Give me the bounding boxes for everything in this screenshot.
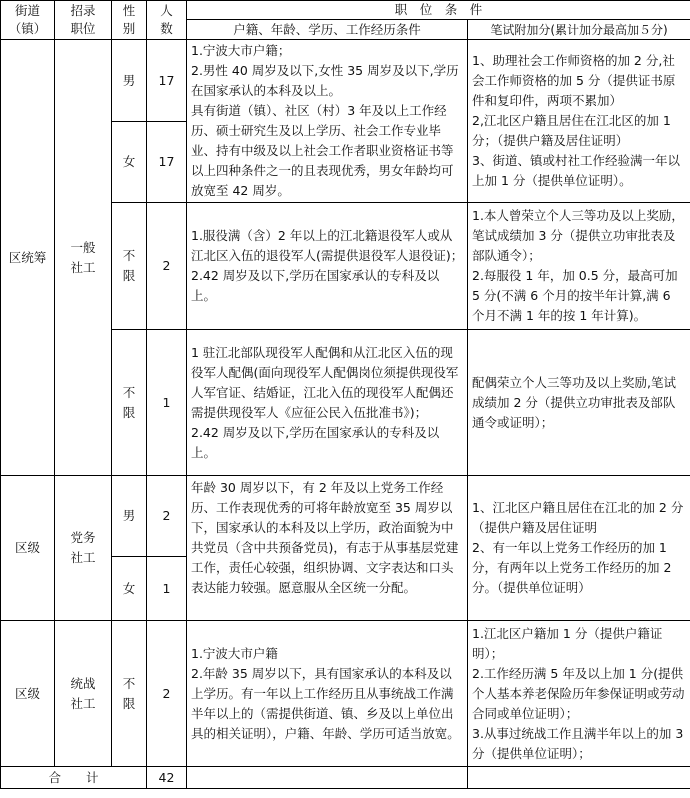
total-empty-cell xyxy=(468,767,690,789)
cell-street-level: 区级 xyxy=(1,621,55,767)
cell-gender-any: 不 限 xyxy=(112,621,147,767)
cell-count: 2 xyxy=(147,203,187,330)
cell-count: 2 xyxy=(147,621,187,767)
cell-gender-male: 男 xyxy=(112,40,147,122)
cell-basic-conditions: 1 驻江北部队现役军人配偶和从江北区入伍的现役军人配偶(面向现役军人配偶岗位须提供现役军人军官证、结婚证，江北入伍的现役军人配偶还需提供现役军人《应征公民入伍批准书》)； 2.42 周岁及以下,学历在国家承认的专科及以上。 xyxy=(187,330,468,476)
cell-gender-any: 不 限 xyxy=(112,203,147,330)
cell-street-level: 区级 xyxy=(1,476,55,621)
header-conditions: 职 位 条 件 xyxy=(187,1,690,20)
cell-basic-conditions: 1.宁波大市户籍 2.年龄 35 周岁以下，具有国家承认的本科及以上学历。有一年以上工作经历且从事统战工作满半年以上的（需提供街道、镇、乡及以上单位出具的相关证明），户籍、年龄、学历可适当放宽。 xyxy=(187,621,468,767)
header-count: 人 数 xyxy=(147,1,187,40)
cell-gender-female: 女 xyxy=(112,557,147,621)
cell-position-general: 一般 社工 xyxy=(55,40,112,476)
cell-gender-any: 不 限 xyxy=(112,330,147,476)
cell-count: 17 xyxy=(147,40,187,122)
cell-count: 17 xyxy=(147,122,187,203)
cell-street-district: 区统筹 xyxy=(1,40,55,476)
cell-position-united-front: 统战 社工 xyxy=(55,621,112,767)
cell-count: 1 xyxy=(147,330,187,476)
cell-basic-conditions: 1.服役满（含）2 年以上的江北籍退役军人或从江北区入伍的退役军人(需提供退役军人退役证)； 2.42 周岁及以下,学历在国家承认的专科及以上。 xyxy=(187,203,468,330)
cell-count: 1 xyxy=(147,557,187,621)
header-street: 街道 （镇） xyxy=(1,1,55,40)
header-basic: 户籍、年龄、学历、工作经历条件 xyxy=(187,20,468,40)
total-label: 合 计 xyxy=(1,767,147,789)
cell-count: 2 xyxy=(147,476,187,557)
cell-basic-conditions: 年龄 30 周岁以下，有 2 年及以上党务工作经历、工作表现优秀的可将年龄放宽至 35 周岁以下，国家承认的本科及以上学历，政治面貌为中共党员（含中共预备党员)，有志于从事基层党建工作，责任心较强，组织协调、文字表达和口头表达能力较强。愿意服从全区统一分配。 xyxy=(187,476,468,621)
total-count: 42 xyxy=(147,767,187,789)
cell-bonus-conditions: 配偶荣立个人三等功及以上奖励,笔试成绩加 2 分（提供立功审批表及部队通令或证明）； xyxy=(468,330,690,476)
header-position: 招录 职位 xyxy=(55,1,112,40)
cell-bonus-conditions: 1.江北区户籍加 1 分（提供户籍证明）； 2.工作经历满 5 年及以上加 1 分(提供个人基本养老保险历年参保证明或劳动合同或单位证明）； 3.从事过统战工作且满半年以上的加 3 分（提供单位证明）； xyxy=(468,621,690,767)
cell-gender-female: 女 xyxy=(112,122,147,203)
header-gender: 性 别 xyxy=(112,1,147,40)
cell-gender-male: 男 xyxy=(112,476,147,557)
cell-bonus-conditions: 1、助理社会工作师资格的加 2 分,社会工作师资格的加 5 分（提供证书原件和复印件，两项不累加） 2,江北区户籍且居住在江北区的加 1 分；（提供户籍及居住证明） 3、街道、镇或村社工作经验满一年以上加 1 分（提供单位证明）。 xyxy=(468,40,690,203)
cell-bonus-conditions: 1.本人曾荣立个人三等功及以上奖励，笔试成绩加 3 分（提供立功审批表及部队通令）； 2.每服役 1 年，加 0.5 分，最高可加 5 分(不满 6 个月的按半年计算,满 6 个月不满 1 年的按 1 年计算)。 xyxy=(468,203,690,330)
cell-bonus-conditions: 1、江北区户籍且居住在江北的加 2 分（提供户籍及居住证明 2、有一年以上党务工作经历的加 1 分，有两年以上党务工作经历的加 2 分。（提供单位证明） xyxy=(468,476,690,621)
total-empty-cell xyxy=(187,767,468,789)
header-bonus: 笔试附加分(累计加分最高加５分) xyxy=(468,20,690,40)
cell-position-party: 党务 社工 xyxy=(55,476,112,621)
cell-basic-conditions: 1.宁波大市户籍； 2.男性 40 周岁及以下,女性 35 周岁及以下,学历在国家承认的本科及以上。 具有街道（镇）、社区（村）3 年及以上工作经历、硕士研究生及以上学历、社会工作专业毕业、持有中级及以上社会工作者职业资格证书等以上四种条件之一的且表现优秀，男女年龄均可放宽至 42 周岁。 xyxy=(187,40,468,203)
